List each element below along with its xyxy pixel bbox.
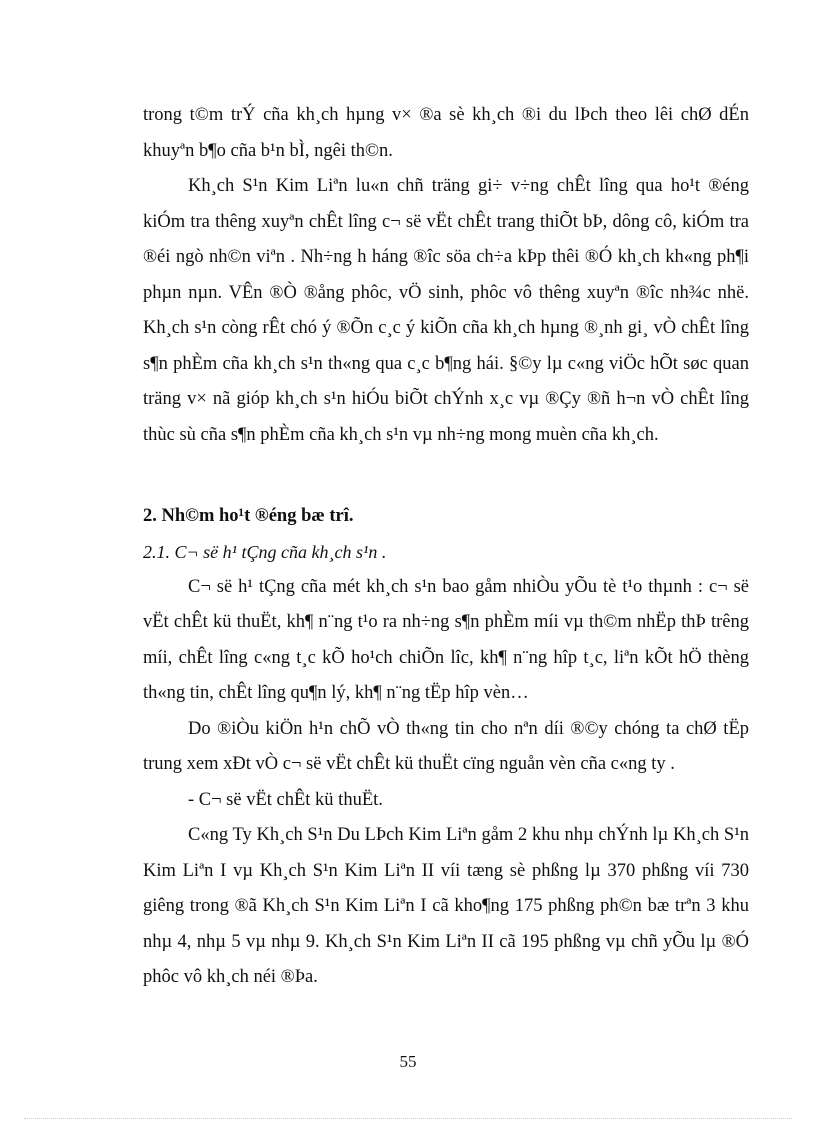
section-spacer (143, 453, 749, 499)
paragraph-infrastructure: C¬ së h¹ tÇng cña mét kh¸ch s¹n bao gåm nhiÒu yÕu tè t¹o thµnh : c¬ së vËt chÊt kü thuËt, kh¶ n¨ng t¹o ra nh÷ng s¶n phÈm míi vµ th©m nhËp thÞ trêng míi, chÊt lîng c«ng t¸c kÕ ho¹ch chiÕn lîc, kh¶ n¨ng hîp t¸c, liªn kÕt hÖ thèng th«ng tin, chÊt lîng qu¶n lý, kh¶ n¨ng tËp hîp vèn… (143, 576, 749, 703)
section-heading: 2. Nh©m ho¹t ®éng bæ trî. (143, 506, 354, 526)
paragraph-quality-control: Kh¸ch S¹n Kim Liªn lu«n chñ träng gi÷ v÷ng chÊt lîng qua ho¹t ®éng kiÓm tra thêng xuyªn chÊt lîng c¬ së vËt chÊt trang thiÕt bÞ, dông cô, kiÓm tra ®éi ngò nh©n viªn . Nh÷ng h háng ®îc söa ch÷a kÞp thêi ®Ó kh¸ch kh«ng ph¶i phµn nµn. VÊn ®Ò ®ång phôc, vÖ sinh, phôc vô thêng xuyªn ®îc nh¾c nhë. Kh¸ch s¹n còng rÊt chó ý ®Õn c¸c ý kiÕn cña kh¸ch hµng ®¸nh gi¸ vÒ chÊt lîng s¶n phÈm cña kh¸ch s¹n th«ng qua c¸c b¶ng hái. §©y lµ c«ng viÖc hÕt søc quan träng v× nã gióp kh¸ch s¹n hiÓu biÕt chÝnh x¸c vµ ®Çy ®ñ h¬n vÒ chÊt lîng thùc sù cña s¶n phÈm cña kh¸ch s¹n vµ nh÷ng mong muèn cña kh¸ch. (143, 176, 749, 445)
paragraph-info-limits: Do ®iÒu kiÖn h¹n chÕ vÒ th«ng tin cho nªn díi ®©y chóng ta chØ tËp trung xem xÐt vÒ c¬ së vËt chÊt kü thuËt cïng nguån vèn cña c«ng ty . (143, 718, 749, 774)
page-number: 55 (399, 1052, 417, 1071)
body-text (143, 98, 749, 996)
paragraph-continuation: trong t©m trÝ cña kh¸ch hµng v× ®a sè kh¸ch ®i du lÞch theo lêi chØ dÉn khuyªn b¶o cña b¹n bÌ, ngêi th©n. (143, 105, 749, 161)
subsection-heading: 2.1. C¬ së h¹ tÇng cña kh¸ch s¹n . (143, 541, 387, 562)
footer-divider (24, 1118, 792, 1119)
paragraph-facilities-label: - C¬ së vËt chÊt kü thuËt. (188, 789, 383, 810)
paragraph-hotel-rooms: C«ng Ty Kh¸ch S¹n Du LÞch Kim Liªn gåm 2 khu nhµ chÝnh lµ Kh¸ch S¹n Kim Liªn I vµ Kh¸ch S¹n Kim Liªn II víi tæng sè phßng lµ 370 phßng víi 730 giêng trong ®ã Kh¸ch S¹n Kim Liªn I cã kho¶ng 175 phßng ph©n bæ trªn 3 khu nhµ 4, nhµ 5 vµ nhµ 9. Kh¸ch S¹n Kim Liªn II cã 195 phßng vµ chñ yÕu lµ ®Ó phôc vô kh¸ch néi ®Þa. (143, 825, 749, 987)
